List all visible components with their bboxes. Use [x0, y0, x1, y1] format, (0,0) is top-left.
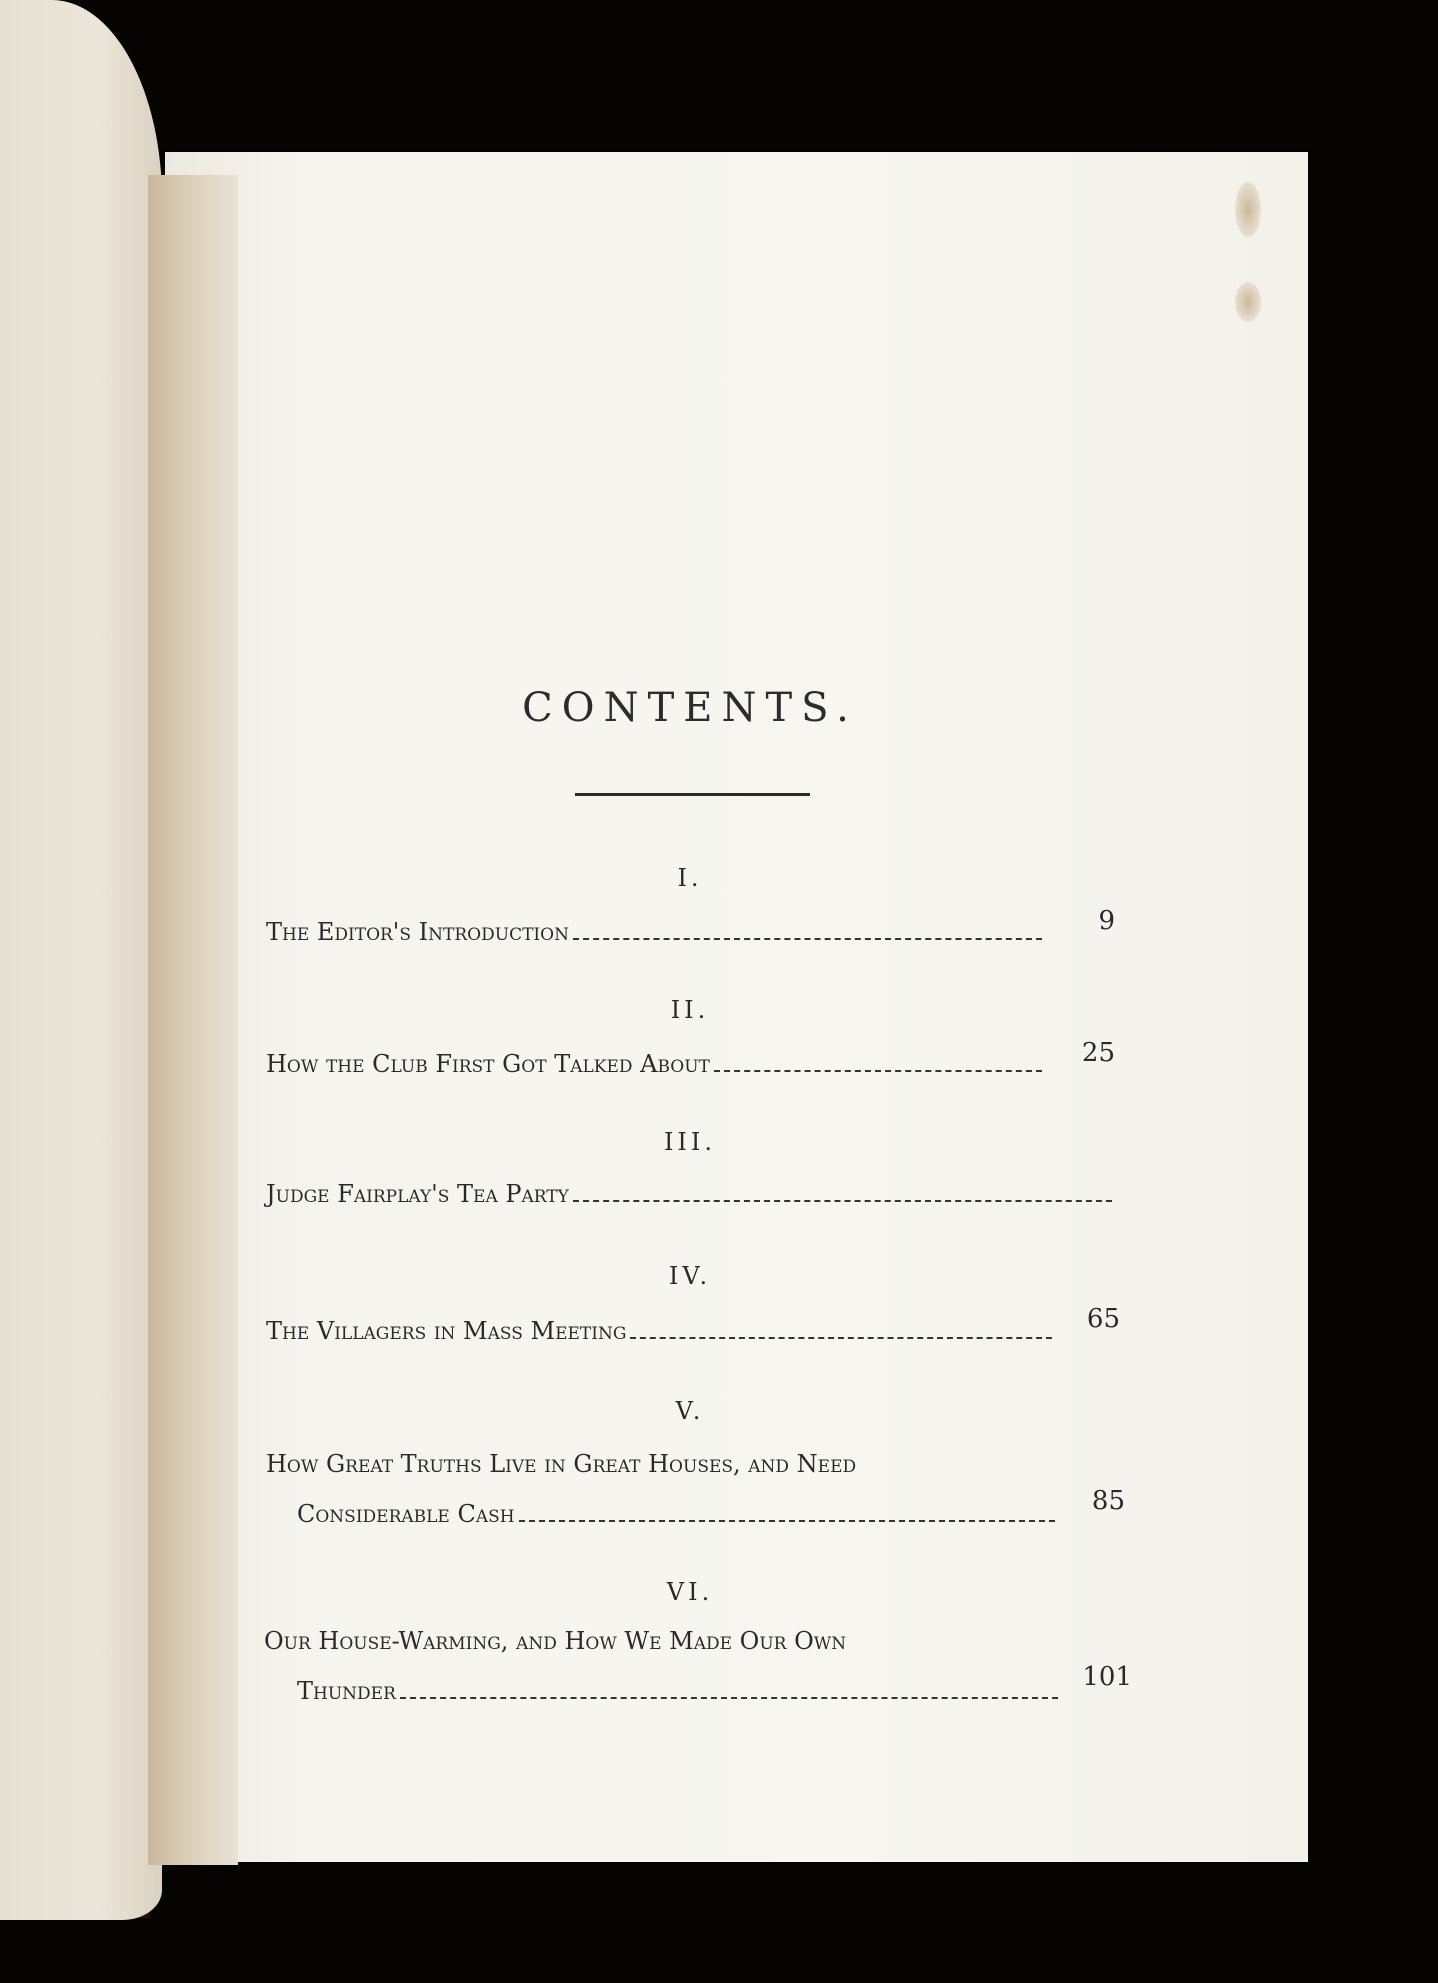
leader-dots [519, 1520, 1055, 1522]
chapter-numeral: V. [675, 1397, 705, 1425]
chapter-numeral: III. [663, 1128, 717, 1156]
toc-entry-title-line1: How Great Truths Live in Great Houses, and Need [266, 1450, 857, 1478]
toc-entry-title: The Editor's Introduction [266, 918, 569, 946]
page-gutter [148, 175, 238, 1865]
toc-entry-title: How the Club First Got Talked About [266, 1050, 710, 1078]
toc-entry-title: Judge Fairplay's Tea Party [266, 1180, 569, 1208]
leader-dots [573, 1200, 1112, 1202]
leader-dots [400, 1697, 1058, 1699]
toc-page-number: 85 [1091, 1486, 1125, 1516]
contents-heading: CONTENTS. [522, 685, 858, 731]
toc-entry-title-line1: Our House-Warming, and How We Made Our Own [264, 1627, 847, 1655]
toc-entry[interactable] [266, 1180, 1116, 1208]
left-page [0, 0, 162, 1920]
heading-rule [575, 793, 810, 796]
chapter-numeral: IV. [668, 1262, 712, 1290]
toc-entry[interactable] [297, 1677, 1062, 1705]
chapter-numeral: I. [677, 864, 703, 892]
toc-entry[interactable] [266, 918, 1046, 946]
toc-entry[interactable] [266, 1050, 1046, 1078]
toc-page-number: 65 [1086, 1304, 1120, 1334]
toc-entry-title-line2: Considerable Cash [297, 1500, 515, 1528]
toc-entry-title-line2: Thunder [297, 1677, 396, 1705]
page-stain [1235, 182, 1261, 237]
toc-entry-title: The Villagers in Mass Meeting [266, 1317, 627, 1345]
toc-page-number: 9 [1098, 906, 1115, 936]
toc-entry[interactable] [266, 1317, 1056, 1345]
page-stain [1235, 282, 1261, 322]
toc-page-number: 101 [1082, 1662, 1132, 1692]
leader-dots [714, 1070, 1042, 1072]
toc-page-number: 25 [1081, 1038, 1115, 1068]
chapter-numeral: II. [670, 996, 710, 1024]
leader-dots [630, 1337, 1052, 1339]
toc-entry[interactable] [297, 1500, 1059, 1528]
leader-dots [573, 938, 1042, 940]
chapter-numeral: VI. [666, 1578, 714, 1606]
